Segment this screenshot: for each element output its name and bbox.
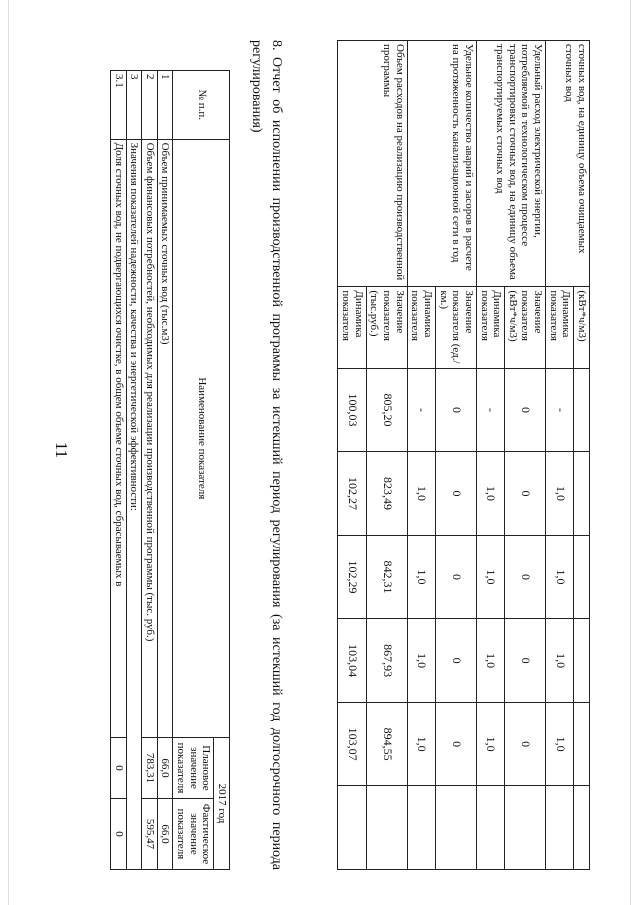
col-name-header: Наименование показателя [173, 139, 230, 737]
indicator-value [338, 786, 366, 870]
indicator-value [435, 786, 476, 870]
indicator-value: 1,0 [546, 619, 574, 703]
indicator-value: 1,0 [476, 619, 504, 703]
indicator-unit: (кВт*ч/м3) [574, 287, 590, 368]
indicator-unit: Динамика показателя [407, 287, 435, 368]
indicator-value: 103,04 [338, 619, 366, 703]
indicator-unit: Динамика показателя [338, 287, 366, 368]
indicator-value: - [546, 368, 574, 452]
indicator-value: 0 [435, 535, 476, 619]
indicator-value [574, 535, 590, 619]
indicator-value [407, 786, 435, 870]
table-row [142, 71, 158, 870]
indicator-value [476, 786, 504, 870]
row-name: Объем финансовых потребностей, необходимых для реализации производственной программы (тыс. руб.) [142, 139, 158, 737]
indicators-table [337, 40, 590, 870]
indicator-value [574, 702, 590, 786]
indicator-name: Объем расходов на реализацию производственной программы [338, 41, 407, 287]
indicator-value: 100,03 [338, 368, 366, 452]
page-number: 11 [52, 441, 71, 459]
indicator-value: 102,27 [338, 452, 366, 536]
indicator-value: 842,31 [366, 535, 407, 619]
rotated-content [70, 40, 590, 870]
indicator-value [574, 452, 590, 536]
indicator-unit: Динамика показателя [476, 287, 504, 368]
indicator-value: 867,93 [366, 619, 407, 703]
indicator-value: 1,0 [476, 702, 504, 786]
indicator-value: 0 [435, 702, 476, 786]
indicator-name: Удельный расход электрической энергии, потребляемой в технологическом процессе транспортировки сточных вод, на единицу объема транспортируемых сточных вод [476, 41, 545, 287]
indicator-value: 0 [435, 452, 476, 536]
indicator-value: 1,0 [546, 702, 574, 786]
col-fact-header: Фактическое значение показателя [173, 798, 214, 869]
table-row [110, 71, 126, 870]
table-row [505, 41, 546, 870]
indicator-value: 0 [435, 619, 476, 703]
year-header: 2017 год [214, 738, 230, 870]
indicator-value: 1,0 [546, 535, 574, 619]
row-number: 3 [126, 71, 142, 140]
indicator-value: 102,29 [338, 535, 366, 619]
row-number: 3.1 [110, 71, 126, 140]
report-table [110, 70, 230, 870]
row-number: 1 [157, 71, 173, 140]
indicator-value [505, 786, 546, 870]
indicator-value: 103,07 [338, 702, 366, 786]
col-plan-header: Плановое значение показателя [173, 738, 214, 799]
table-row [157, 71, 173, 870]
indicator-value [574, 368, 590, 452]
indicator-value [574, 786, 590, 870]
indicator-value [574, 619, 590, 703]
indicator-unit: Значение показателя (тыс.руб.) [366, 287, 407, 368]
row-name: Объем принимаемых сточных вод (тыс.м3) [157, 139, 173, 737]
table-row [435, 41, 476, 870]
indicator-value: 0 [505, 535, 546, 619]
indicator-value: 1,0 [407, 452, 435, 536]
indicator-unit: Значение показателя (кВт*ч/м3) [505, 287, 546, 368]
indicator-value: 805,20 [366, 368, 407, 452]
fact-value: 66,0 [157, 798, 173, 869]
plan-value: 783,31 [142, 738, 158, 799]
indicator-value: 1,0 [407, 535, 435, 619]
indicator-value: 0 [505, 619, 546, 703]
indicator-value: 1,0 [407, 702, 435, 786]
table-row [574, 41, 590, 870]
plan-value: 66,0 [157, 738, 173, 799]
indicator-value: 1,0 [546, 452, 574, 536]
scan-artifact [8, 0, 9, 905]
indicator-value: 0 [505, 368, 546, 452]
table-row [366, 41, 407, 870]
table-row [126, 71, 142, 870]
indicator-unit: Динамика показателя [546, 287, 574, 368]
indicator-value: 1,0 [407, 619, 435, 703]
indicator-unit: Значение показателя (ед./км.) [435, 287, 476, 368]
indicator-name: Удельное количество аварий и засоров в расчете на протяженность канализационной сети в год [407, 41, 476, 287]
indicator-value [546, 786, 574, 870]
indicator-value: 0 [435, 368, 476, 452]
section-heading: 8. Отчет об исполнении производственной программы за истекший период регулирования (за истекший год долгосрочного периода регулирования) [248, 40, 284, 870]
indicator-value: - [476, 368, 504, 452]
indicator-value: 823,49 [366, 452, 407, 536]
row-number: 2 [142, 71, 158, 140]
indicator-value: 1,0 [476, 535, 504, 619]
indicator-value [366, 786, 407, 870]
indicator-name: сточных вод, на единицу объема очищаемых сточных вод [546, 41, 590, 287]
row-name: Значения показателей надежности, качества и энергетической эффективности: [126, 139, 142, 869]
fact-value: 0 [110, 798, 126, 869]
scan-artifact [630, 0, 631, 905]
indicator-value: 1,0 [476, 452, 504, 536]
indicator-value: - [407, 368, 435, 452]
col-no-header: № п.п. [173, 71, 230, 140]
indicator-value: 0 [505, 702, 546, 786]
fact-value: 595,47 [142, 798, 158, 869]
row-name: Доля сточных вод, не подвергающихся очистке, в общем объеме сточных вод, сбрасываемых в [110, 139, 126, 737]
indicator-value: 0 [505, 452, 546, 536]
plan-value: 0 [110, 738, 126, 799]
indicator-value: 894,55 [366, 702, 407, 786]
